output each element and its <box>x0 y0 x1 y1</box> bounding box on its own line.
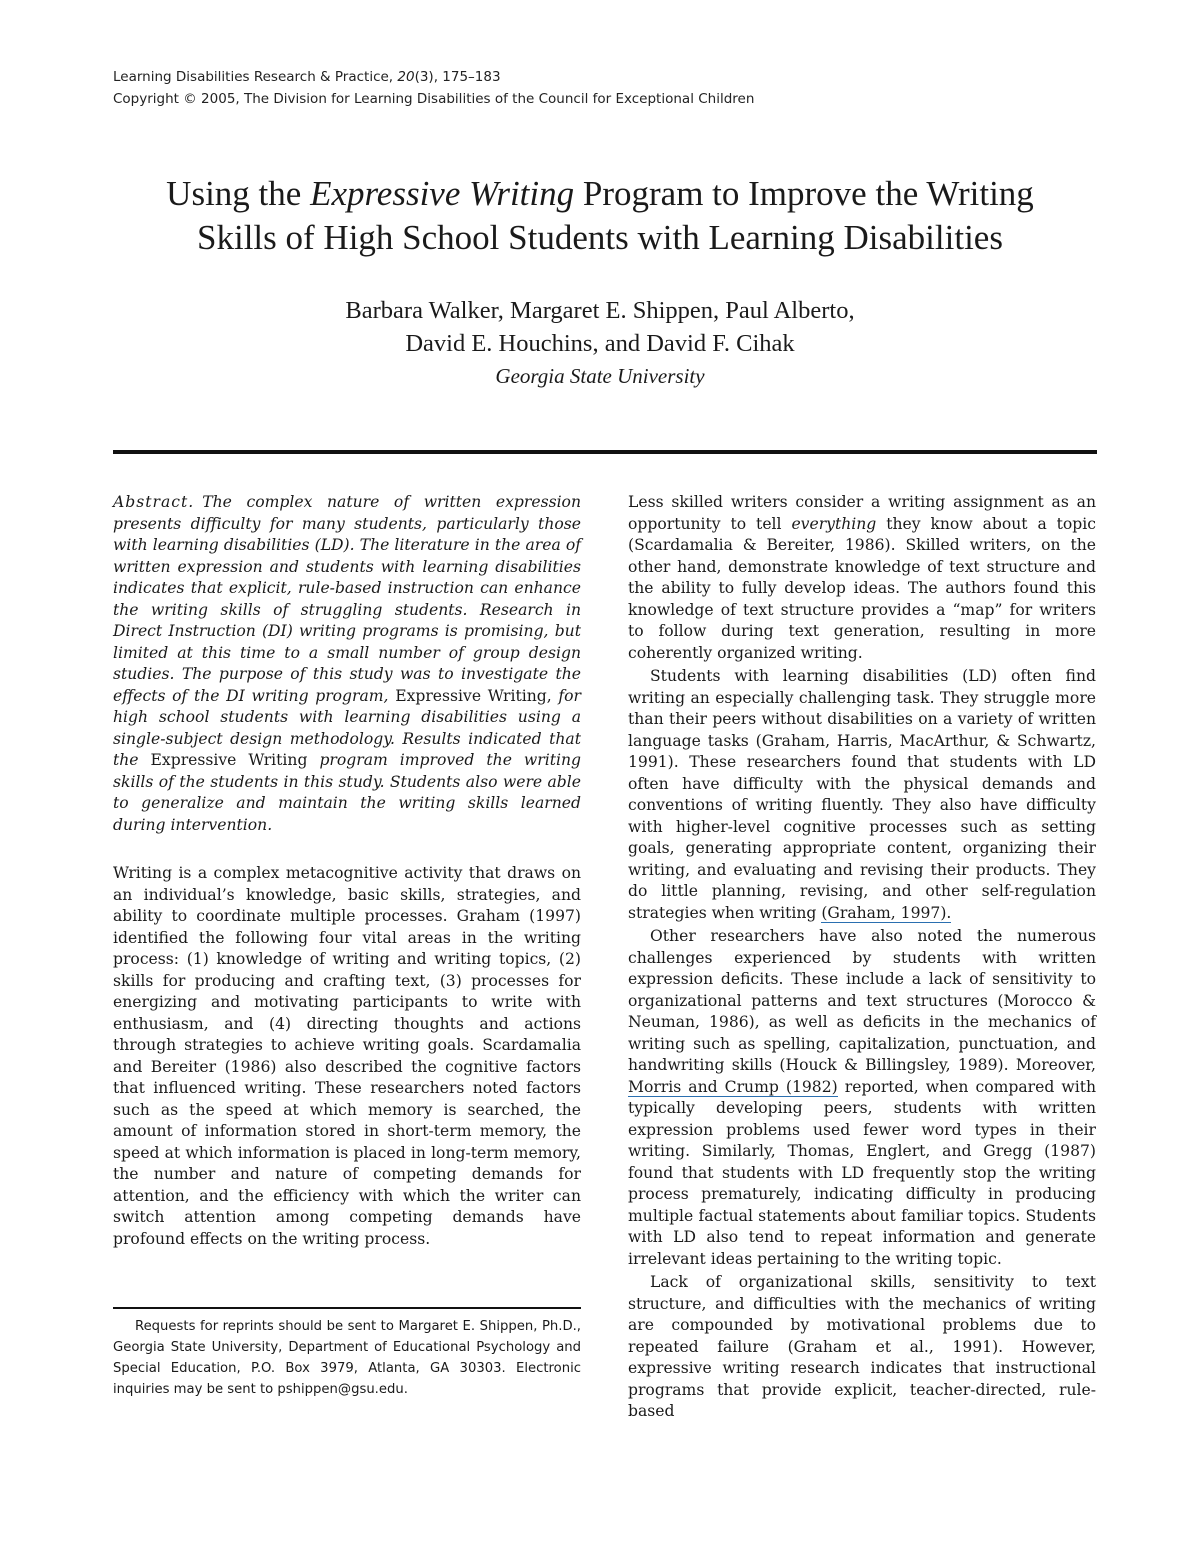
footnote-divider <box>113 1307 581 1309</box>
body-paragraph: Lack of organizational skills, sensitivity to text structure, and difficulties with the mechanics of writing are compounded by motivational problems due to repeated failure (Graham et al., 1991). However, expressive writing research indicates that instructional programs that provide explicit, teacher-directed, rule-based <box>628 1273 1096 1420</box>
title-line-2: Skills of High School Students with Learning Disabilities <box>197 218 1003 257</box>
copyright-line: Copyright © 2005, The Division for Learning Disabilities of the Council for Exceptional Children <box>113 91 755 107</box>
affiliation: Georgia State University <box>495 364 705 388</box>
author-list <box>60 294 1140 360</box>
body-paragraph: Less skilled writers consider a writing assignment as an opportunity to tell everything they know about a topic (Scardamalia & Bereiter, 1986). Skilled writers, on the other hand, demonstrate knowledge of text structure and the ability to fully develop ideas. The authors found this knowledge of text structure provides a “map” for writers to follow during text generation, resulting in more coherently organized writing. <box>628 493 1096 662</box>
journal-volume: 20 <box>397 69 415 85</box>
title-divider <box>113 450 1097 454</box>
left-column <box>113 492 581 1250</box>
body-paragraph: Students with learning disabilities (LD) often find writing an especially challenging task. They struggle more than their peers without disabilities on a variety of written language tasks (Graham, Harris, MacArthur, & Schwartz, 1991). These researchers found that students with LD often have difficulty with the physical demands and conventions of writing fluently. They also have difficulty with higher-level cognitive processes such as setting goals, generating appropriate content, organizing their writing, and evaluating and revising their products. They do little planning, revising, and other self-regulation strategies when writing (Graham, 1997). <box>628 667 1096 922</box>
journal-header <box>113 66 754 110</box>
body-paragraph: Other researchers have also noted the numerous challenges experienced by students with written expression deficits. These include a lack of sensitivity to organizational patterns and text structures (Morocco & Neuman, 1986), as well as deficits in the mechanics of writing such as spelling, capitalization, punctuation, and handwriting skills (Houck & Billingsley, 1989). Moreover, Morris and Crump (1982) reported, when compared with typically developing peers, students with written expression problems used fewer word types in their writing. Similarly, Thomas, Englert, and Gregg (1987) found that students with LD frequently stop the writing process prematurely, indicating difficulty in producing multiple factual statements about familiar topics. Students with LD also tend to repeat information and generate irrelevant ideas pertaining to the writing topic. <box>628 927 1096 1268</box>
program-name: Expressive Writing, <box>395 686 552 705</box>
body-paragraph: Writing is a complex metacognitive activity that draws on an individual’s knowledge, basic skills, strategies, and ability to coordinate multiple processes. Graham (1997) identified the following four vital areas in the writing process: (1) knowledge of writing and writing topics, (2) skills for producing and crafting text, (3) processes for energizing and motivating participants to write with enthusiasm, and (4) directing thoughts and actions through strategies to achieve writing goals. Scardamalia and Bereiter (1986) also described the cognitive factors that influenced writing. These researchers noted factors such as the speed at which memory is searched, the amount of information stored in short-term memory, the speed at which information is placed in long-term memory, the number and nature of competing demands for attention, and the efficiency with which the writer can switch attention among competing demands have profound effects on the writing process. <box>113 864 581 1248</box>
title-line-1: Using the Expressive Writing Program to Improve the Writing <box>166 174 1034 213</box>
footnote: Requests for reprints should be sent to Margaret E. Shippen, Ph.D., Georgia State University, Department of Educational Psychology and Special Education, P.O. Box 3979, Atlanta, GA 30303. Electronic inquiries may be sent to pshippen@gsu.edu. <box>113 1319 581 1397</box>
right-column <box>628 492 1096 1423</box>
authors-line-2: David E. Houchins, and David F. Cihak <box>405 330 795 357</box>
citation-link[interactable]: Morris and Crump (1982) <box>628 1077 838 1096</box>
authors-line-1: Barbara Walker, Margaret E. Shippen, Paul Alberto, <box>345 297 855 324</box>
journal-citation: Learning Disabilities Research & Practice, 20(3), 175–183 <box>113 69 501 85</box>
paper-title <box>60 172 1140 260</box>
abstract-label: Abstract. <box>113 493 195 511</box>
abstract: Abstract. The complex nature of written expression presents difficulty for many students, particularly those with learning disabilities (LD). The literature in the area of written expression and students with learning disabilities indicates that explicit, rule-based instruction can enhance the writing skills of struggling students. Research in Direct Instruction (DI) writing programs is promising, but limited at this time to a small number of group design studies. The purpose of this study was to investigate the effects of the DI writing program, Expressive Writing, for high school students with learning disabilities using a single-subject design methodology. Results indicated that the Expressive Writing program improved the writing skills of the students in this study. Students also were able to generalize and maintain the writing skills learned during intervention. <box>113 493 582 834</box>
title-program-name: Expressive Writing <box>310 174 575 213</box>
program-name: Expressive Writing <box>150 751 308 769</box>
citation-link[interactable]: (Graham, 1997). <box>821 903 952 922</box>
